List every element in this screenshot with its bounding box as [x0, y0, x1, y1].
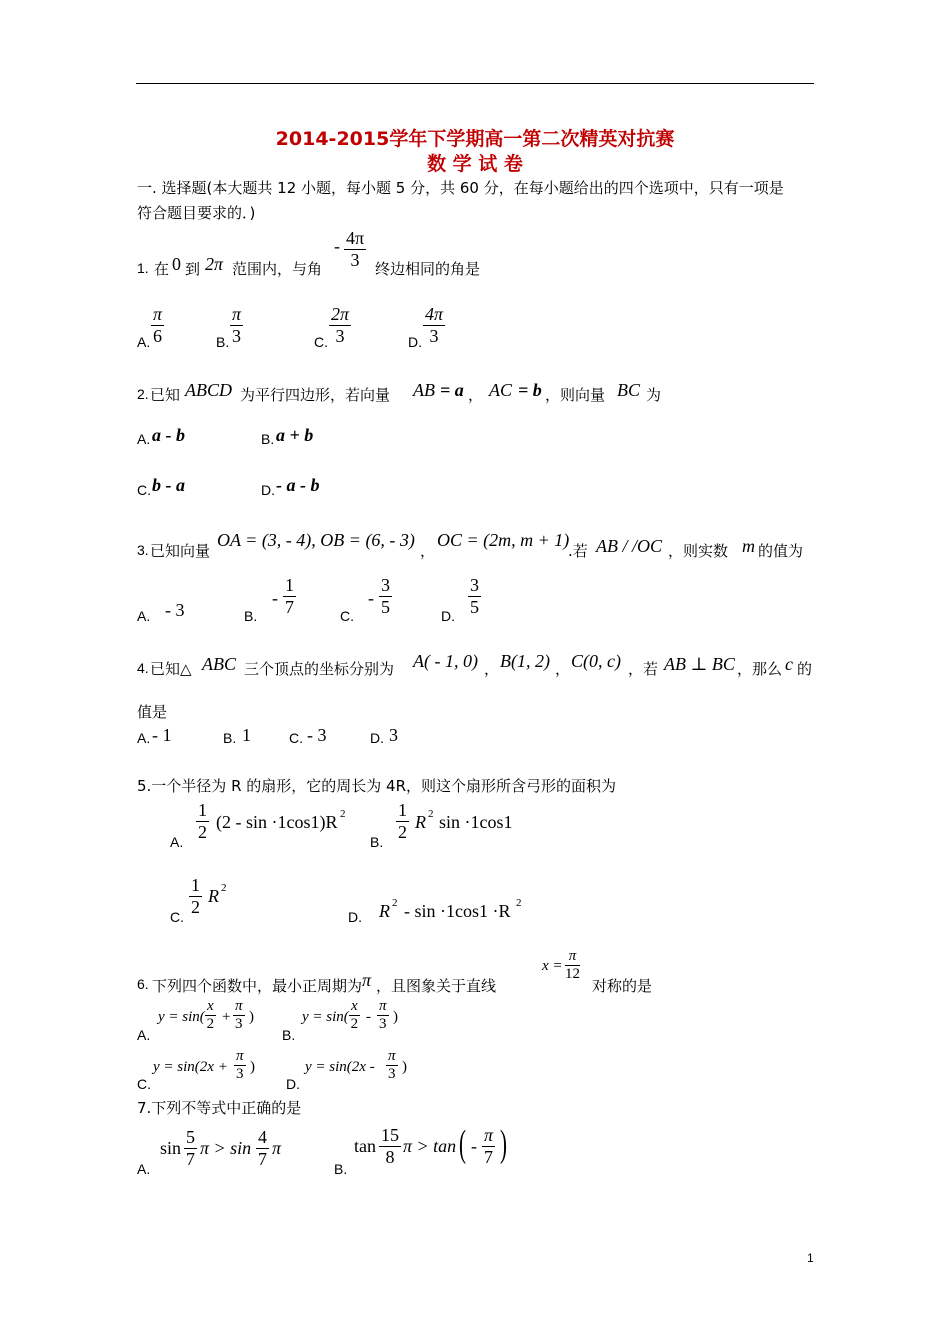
section-instructions-line2: 符合题目要求的．) — [137, 204, 256, 222]
q5-option-b-value[interactable]: R — [415, 812, 426, 832]
q1-option-a-label[interactable]: A. — [137, 334, 151, 350]
q2-text-1: 已知 — [150, 386, 181, 404]
q2-vec-bc: BC — [617, 380, 641, 400]
q2-option-d-label[interactable]: D. — [261, 482, 275, 498]
q2-number: 2. — [137, 386, 149, 402]
q6-text-2: ，且图象关于直线 — [376, 977, 497, 995]
q6-option-b-value[interactable]: y = sin( — [302, 1009, 349, 1025]
q1-b-den: 3 — [232, 326, 242, 346]
q4-option-b-value[interactable]: 1 — [242, 725, 251, 745]
q1-option-b-label[interactable]: B. — [216, 334, 230, 350]
exam-title: 2014-2015学年下学期高一第二次精英对抗赛 — [275, 128, 675, 150]
q3-vectors-oa-ob: OA = (3, - 4), OB = (6, - 3) — [217, 530, 415, 550]
q5-option-a-value[interactable]: (2 - sin ·1cos1)R — [216, 812, 338, 832]
q6-option-b-label[interactable]: B. — [282, 1027, 296, 1043]
q4-point-a: A( - 1, 0) — [413, 651, 478, 671]
q5-d-tail: - sin ·1cos1 ·R — [404, 901, 511, 921]
q7-a-f2-num: 4 — [258, 1127, 267, 1147]
section-instructions-line1: 一. 选择题(本大题共 12 小题，每小题 5 分，共 60 分，在每小题给出的四个选项中，只有一项是 — [137, 179, 784, 197]
q6-text-3: 对称的是 — [592, 977, 653, 995]
q2-vec-ac: AC — [489, 380, 513, 400]
q5-d-square-2: 2 — [516, 897, 522, 909]
q3-option-c-label[interactable]: C. — [340, 608, 354, 624]
q6-d-close: ) — [402, 1059, 407, 1075]
q5-option-c-value[interactable]: R — [208, 886, 219, 906]
q4-option-c-label[interactable]: C. — [289, 730, 303, 746]
q6-a-f2-num: π — [235, 998, 243, 1014]
q1-number: 1. — [137, 260, 149, 276]
q6-c-frac — [234, 1048, 246, 1083]
q5-option-b-half — [396, 800, 409, 843]
q5-option-c-half — [189, 875, 202, 918]
q2-option-a-value[interactable]: a - b — [152, 425, 185, 445]
q4-point-c: C(0, c) — [571, 651, 621, 671]
q6-a-f2-den: 3 — [235, 1016, 243, 1032]
q6-a-f1-num: x — [207, 998, 214, 1014]
q7-b-f2-den: 7 — [484, 1147, 494, 1167]
q1-option-d-value[interactable] — [423, 304, 445, 347]
q1-a-den: 6 — [153, 326, 163, 346]
q5-d-square: 2 — [392, 897, 398, 909]
q3-option-c-neg: - — [368, 588, 374, 608]
q7-a-f1-num: 5 — [186, 1127, 195, 1147]
q4-comma-2: ， — [555, 660, 571, 678]
q6-c-den: 3 — [236, 1066, 244, 1082]
q2-option-d-value[interactable]: - a - b — [276, 475, 320, 495]
q3-option-b-neg: - — [272, 588, 278, 608]
q5-a-square: 2 — [340, 808, 346, 820]
q6-a-frac-2 — [233, 998, 245, 1033]
q3-option-b-label[interactable]: B. — [244, 608, 258, 624]
q3-option-d-value[interactable] — [468, 575, 481, 618]
q3-d-num: 3 — [470, 575, 479, 595]
q2-text-4: 为 — [646, 386, 662, 404]
q2-vec-ab: AB — [413, 380, 435, 400]
q3-comma: ， — [420, 542, 436, 560]
q4-number: 4. — [137, 660, 149, 676]
q3-text-4: 的值为 — [758, 542, 804, 560]
q6-a-frac-1 — [205, 998, 216, 1033]
q1-b-num: π — [232, 304, 242, 324]
q5-a-half-num: 1 — [198, 800, 207, 820]
q7-b-neg: - — [471, 1136, 477, 1156]
q2-option-a-label[interactable]: A. — [137, 431, 151, 447]
q6-line-den: 12 — [565, 966, 580, 982]
q7-a-end: π — [272, 1138, 282, 1158]
q5-b-half-num: 1 — [398, 800, 407, 820]
q3-text-3: ，则实数 — [668, 542, 729, 560]
q6-c-num: π — [236, 1048, 244, 1064]
q7-option-b-label[interactable]: B. — [334, 1161, 348, 1177]
q7-option-a-value[interactable]: sin — [160, 1138, 182, 1158]
q7-b-paren-close: ) — [500, 1123, 507, 1165]
q7-b-mid: π > tan — [403, 1136, 457, 1156]
q5-option-c-label[interactable]: C. — [170, 909, 184, 925]
q7-option-b-value[interactable]: tan — [354, 1136, 376, 1156]
q5-c-half-num: 1 — [191, 875, 200, 895]
q6-number: 6. — [137, 976, 149, 992]
q4-text-2: 三个顶点的坐标分别为 — [244, 660, 395, 678]
q6-option-a-value[interactable]: y = sin( — [158, 1009, 205, 1025]
q3-vector-oc: OC = (2m, m + 1) — [437, 530, 570, 550]
q3-c-num: 3 — [381, 575, 390, 595]
q1-c-num: 2π — [331, 304, 350, 324]
q4-option-a-label[interactable]: A. — [137, 730, 151, 746]
q7-a-f1-den: 7 — [186, 1149, 195, 1169]
q2-comma: ， — [468, 386, 484, 404]
q5-option-d-label[interactable]: D. — [348, 909, 362, 925]
q3-option-a-label[interactable]: A. — [137, 608, 151, 624]
q3-text-1: 已知向量 — [150, 542, 211, 560]
q5-c-half-den: 2 — [191, 897, 200, 917]
q3-c-den: 5 — [381, 597, 390, 617]
q6-d-frac — [386, 1048, 398, 1083]
q6-b-f1-num: x — [351, 998, 358, 1014]
q6-pi: π — [362, 970, 372, 990]
q2-option-b-label[interactable]: B. — [261, 431, 275, 447]
q6-d-den: 3 — [388, 1066, 396, 1082]
q4-option-d-label[interactable]: D. — [370, 730, 384, 746]
q6-option-c-label[interactable]: C. — [137, 1076, 151, 1092]
q2-text-2: 为平行四边形，若向量 — [240, 386, 391, 404]
q1-text-3: 范围内，与角 — [232, 260, 323, 278]
q1-zero: 0 — [172, 254, 181, 274]
q3-b-num: 1 — [285, 575, 294, 595]
q4-abc: ABC — [202, 654, 236, 674]
q1-option-c-value[interactable] — [329, 304, 351, 347]
q7-text: 7.下列不等式中正确的是 — [137, 1099, 302, 1117]
q3-option-b-value[interactable] — [283, 575, 296, 618]
q3-parallel: AB / /OC — [596, 536, 662, 556]
q7-b-f1-num: 15 — [381, 1125, 399, 1145]
q5-b-square: 2 — [428, 808, 434, 820]
q5-b-tail: sin ·1cos1 — [439, 812, 513, 832]
q2-option-c-value[interactable]: b - a — [152, 475, 185, 495]
q4-option-b-label[interactable]: B. — [223, 730, 237, 746]
q6-b-f2-den: 3 — [379, 1016, 387, 1032]
q1-angle-denominator: 3 — [350, 250, 360, 270]
q7-a-f2-den: 7 — [258, 1149, 267, 1169]
q1-a-num: π — [153, 304, 163, 324]
q1-angle-numerator: 4π — [346, 228, 365, 248]
q2-text-3: ，则向量 — [545, 386, 606, 404]
q7-a-frac-2 — [256, 1127, 269, 1170]
q6-text-1: 下列四个函数中，最小正周期为 — [152, 977, 363, 995]
q3-b-den: 7 — [285, 597, 294, 617]
q6-b-f1-den: 2 — [350, 1016, 359, 1032]
q6-option-a-label[interactable]: A. — [137, 1027, 151, 1043]
q1-c-den: 3 — [335, 326, 345, 346]
q4-text-1: 已知△ — [150, 660, 192, 678]
q4-comma-1: ， — [484, 660, 500, 678]
q6-b-minus: - — [366, 1009, 371, 1025]
q6-option-d-label[interactable]: D. — [286, 1076, 300, 1092]
q1-neg-sign: - — [334, 236, 340, 256]
q4-text-5: 的 — [797, 660, 813, 678]
q4-option-a-value[interactable]: - 1 — [152, 725, 172, 745]
q5-c-square: 2 — [221, 882, 227, 894]
q7-a-mid: π > sin — [200, 1138, 252, 1158]
q1-d-num: 4π — [425, 304, 444, 324]
q2-option-c-label[interactable]: C. — [137, 482, 151, 498]
q7-b-frac-2 — [482, 1125, 495, 1168]
q4-text-6: 值是 — [137, 703, 168, 721]
q5-text: 5.一个半径为 R 的扇形，它的周长为 4R，则这个扇形所含弓形的面积为 — [137, 777, 617, 795]
q7-option-a-label[interactable]: A. — [137, 1161, 151, 1177]
q3-m: m — [742, 536, 755, 556]
exam-subtitle: 数 学 试 卷 — [427, 153, 523, 175]
q6-d-num: π — [388, 1048, 396, 1064]
q1-angle-fraction — [344, 228, 366, 271]
q1-option-a-value[interactable] — [151, 304, 164, 347]
q5-option-b-label[interactable]: B. — [370, 834, 384, 850]
q3-option-d-label[interactable]: D. — [441, 608, 455, 624]
q1-text-1: 在 — [154, 260, 170, 278]
q7-a-frac-1 — [184, 1127, 197, 1170]
q1-d-den: 3 — [429, 326, 439, 346]
q6-line-num: π — [565, 948, 580, 966]
q4-text-4: ，那么 — [737, 660, 783, 678]
q6-a-plus: + — [222, 1009, 231, 1025]
q2-eq-a: = a — [440, 380, 464, 400]
q6-a-close: ) — [249, 1009, 254, 1025]
q1-two-pi: 2π — [205, 254, 224, 274]
q6-b-close: ) — [393, 1009, 398, 1025]
q6-b-frac-2 — [377, 998, 389, 1033]
q2-abcd: ABCD — [185, 380, 232, 400]
q6-option-c-value[interactable]: y = sin(2x + — [153, 1059, 228, 1075]
q5-a-half-den: 2 — [198, 822, 207, 842]
q3-option-c-value[interactable] — [379, 575, 392, 618]
header-rule — [136, 83, 814, 84]
q5-option-a-label[interactable]: A. — [170, 834, 184, 850]
q1-option-c-label[interactable]: C. — [314, 334, 328, 350]
q6-b-f2-num: π — [379, 998, 387, 1014]
q4-perpendicular: AB ⊥ BC — [664, 654, 735, 674]
q7-b-f1-den: 8 — [385, 1147, 395, 1167]
q4-c: c — [785, 654, 793, 674]
q7-b-f2-num: π — [484, 1125, 494, 1145]
q5-option-d-value[interactable]: R — [379, 901, 390, 921]
q6-option-d-value[interactable]: y = sin(2x - — [305, 1059, 375, 1075]
q1-option-d-label[interactable]: D. — [408, 334, 422, 350]
q2-option-b-value[interactable]: a + b — [276, 425, 314, 445]
q3-text-2: .若 — [568, 542, 588, 560]
q4-option-c-value[interactable]: - 3 — [307, 725, 327, 745]
q4-point-b: B(1, 2) — [500, 651, 550, 671]
q7-b-paren-open: ( — [459, 1123, 466, 1165]
q3-number: 3. — [137, 542, 149, 558]
q4-option-d-value[interactable]: 3 — [389, 725, 398, 745]
q7-b-frac-1 — [379, 1125, 401, 1168]
q6-x-eq: x = — [542, 958, 563, 974]
page-number: 1 — [807, 1251, 814, 1265]
q2-eq-b: = b — [518, 380, 542, 400]
q1-option-b-value[interactable] — [230, 304, 243, 347]
q5-option-a-half — [196, 800, 209, 843]
q4-text-3: ，若 — [628, 660, 659, 678]
q1-text-2: 到 — [185, 260, 201, 278]
q6-line-fraction — [565, 948, 580, 983]
q1-text-4: 终边相同的角是 — [375, 260, 481, 278]
q3-d-den: 5 — [470, 597, 479, 617]
q6-c-close: ) — [250, 1059, 255, 1075]
q6-a-f1-den: 2 — [206, 1016, 215, 1032]
q5-b-half-den: 2 — [398, 822, 407, 842]
q3-option-a-value[interactable]: - 3 — [165, 600, 185, 620]
q6-b-frac-1 — [349, 998, 360, 1033]
